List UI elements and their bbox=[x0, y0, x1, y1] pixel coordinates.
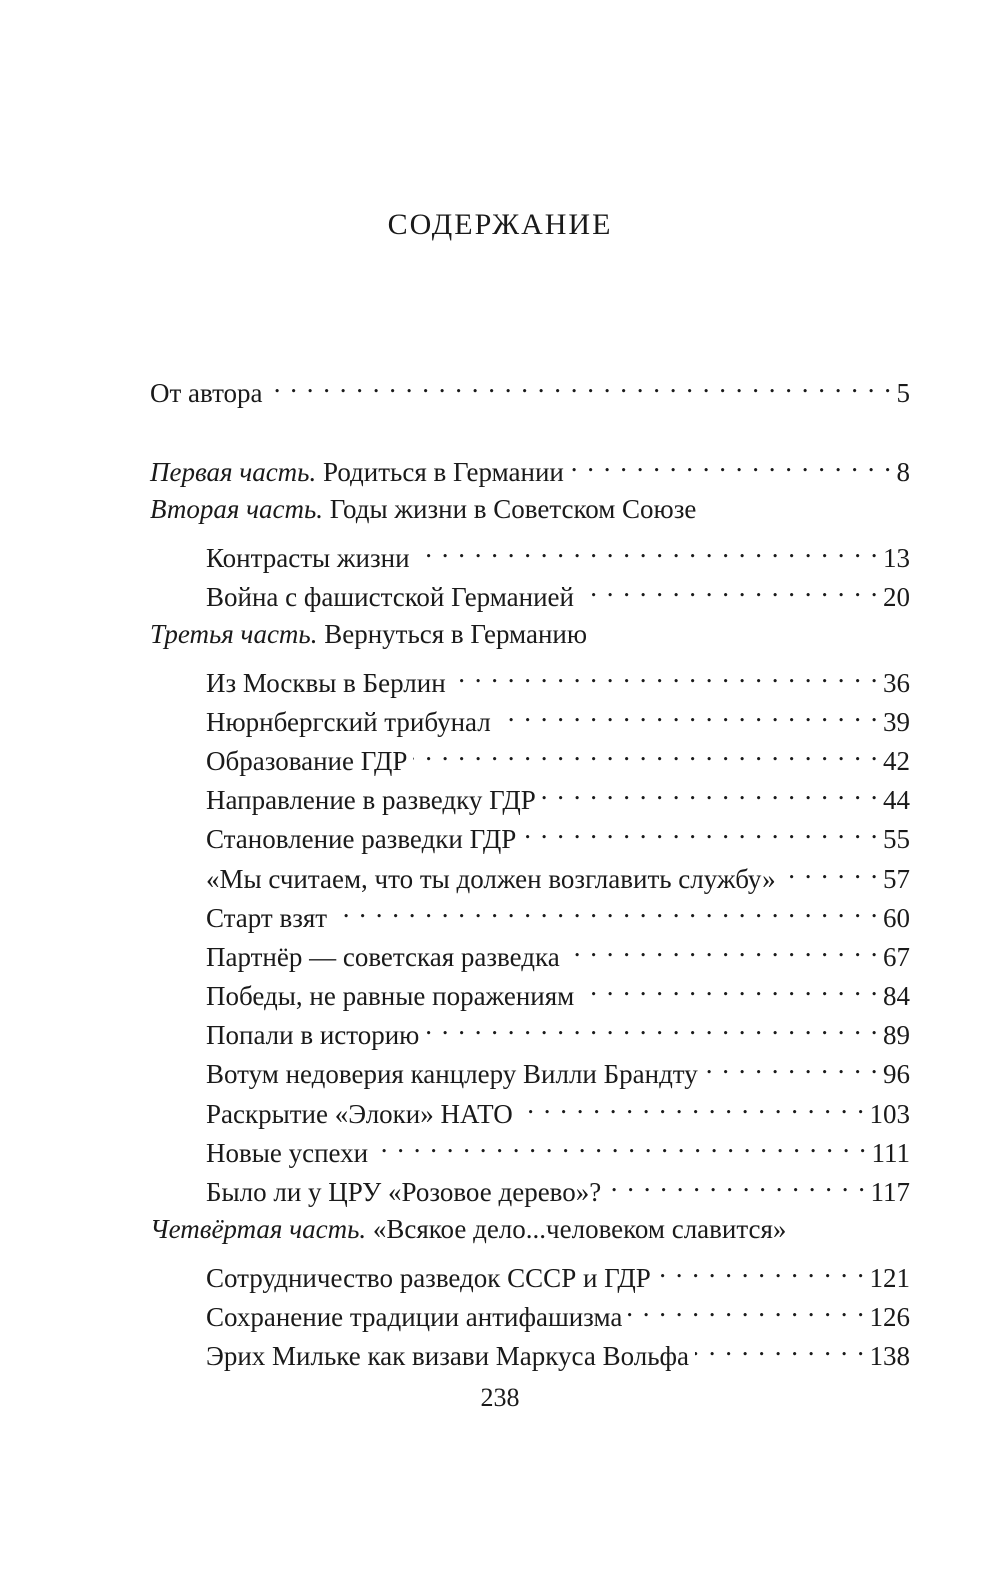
dot-leader bbox=[416, 529, 879, 567]
toc-page-number: 36 bbox=[883, 668, 910, 698]
toc-entry[interactable] bbox=[206, 810, 910, 854]
dot-leader bbox=[628, 1288, 865, 1326]
toc-page-number: 42 bbox=[883, 746, 910, 776]
dot-leader bbox=[607, 1163, 866, 1201]
dot-leader bbox=[425, 1006, 879, 1044]
toc-entry[interactable] bbox=[206, 693, 910, 737]
toc-entry-label: Война с фашистской Германией bbox=[206, 582, 574, 612]
toc-entry[interactable] bbox=[206, 1327, 910, 1371]
dot-leader bbox=[333, 889, 879, 927]
toc-entry-label: Новые успехи bbox=[206, 1138, 369, 1168]
toc-page-number: 57 bbox=[883, 864, 910, 894]
toc-entry-label: Образование ГДР bbox=[206, 746, 408, 776]
toc-page-number: 55 bbox=[883, 824, 910, 854]
toc-entry[interactable] bbox=[206, 1006, 910, 1050]
part-title: Вернуться в Германию bbox=[324, 619, 588, 649]
toc-entry-label: «Мы считаем, что ты должен возглавить службу» bbox=[206, 864, 776, 894]
toc-page-number: 111 bbox=[871, 1138, 910, 1168]
toc-entry[interactable] bbox=[206, 1045, 910, 1089]
toc-entry-label: Эрих Мильке как визави Маркуса Вольфа bbox=[206, 1341, 689, 1371]
toc-entry-label: От автора bbox=[150, 378, 263, 408]
toc-entry-label: Было ли у ЦРУ «Розовое дерево»? bbox=[206, 1177, 602, 1207]
toc-page-number: 117 bbox=[870, 1177, 910, 1207]
toc-entry-label: Победы, не равные поражениям bbox=[206, 981, 575, 1011]
toc-entry[interactable] bbox=[206, 529, 910, 573]
toc-page-number: 20 bbox=[883, 582, 910, 612]
toc-part-heading bbox=[150, 1210, 792, 1248]
part-label: Вторая часть. bbox=[150, 494, 324, 524]
toc-page-number: 60 bbox=[883, 903, 910, 933]
dot-leader bbox=[522, 810, 879, 848]
dot-leader bbox=[497, 693, 879, 731]
toc-entry-label: Сотрудничество разведок СССР и ГДР bbox=[206, 1263, 651, 1293]
part-title: «Всякое дело...человеком славится» bbox=[372, 1214, 787, 1244]
dot-leader bbox=[570, 443, 893, 481]
toc-entry[interactable] bbox=[206, 654, 910, 698]
toc-page-number: 103 bbox=[869, 1099, 910, 1129]
page-number: 238 bbox=[480, 1383, 520, 1412]
toc-page-number: 39 bbox=[883, 707, 910, 737]
toc-entry[interactable] bbox=[206, 1249, 910, 1293]
dot-leader bbox=[566, 928, 879, 966]
page-title: СОДЕРЖАНИЕ bbox=[387, 208, 613, 241]
dot-leader bbox=[695, 1327, 866, 1365]
dot-leader bbox=[782, 850, 879, 888]
toc-page-number: 89 bbox=[883, 1020, 910, 1050]
toc-part-3 bbox=[150, 615, 910, 653]
part-title: Годы жизни в Советском Союзе bbox=[329, 494, 697, 524]
toc-part-2 bbox=[150, 490, 910, 528]
toc-entry[interactable] bbox=[206, 1288, 910, 1332]
toc-entry-label: Из Москвы в Берлин bbox=[206, 668, 446, 698]
toc-page-number: 121 bbox=[869, 1263, 910, 1293]
toc-page-number: 84 bbox=[883, 981, 910, 1011]
toc-entry-label: Становление разведки ГДР bbox=[206, 824, 517, 854]
dot-leader bbox=[542, 771, 879, 809]
part-label: Четвёртая часть. bbox=[150, 1214, 367, 1244]
toc-page-number: 126 bbox=[869, 1302, 910, 1332]
dot-leader bbox=[452, 654, 879, 692]
dot-leader bbox=[580, 967, 879, 1005]
toc-entry-label: Попали в историю bbox=[206, 1020, 420, 1050]
toc-part-heading bbox=[150, 453, 570, 491]
toc-entry[interactable] bbox=[206, 771, 910, 815]
toc-page-number: 44 bbox=[883, 785, 910, 815]
toc-entry-label: Нюрнбергский трибунал bbox=[206, 707, 491, 737]
part-label: Первая часть. bbox=[150, 457, 317, 487]
dot-leader bbox=[657, 1249, 866, 1287]
part-title: Родиться в Германии bbox=[322, 457, 564, 487]
toc-entry[interactable] bbox=[206, 889, 910, 933]
toc-entry[interactable] bbox=[206, 568, 910, 612]
toc-page-number: 96 bbox=[883, 1059, 910, 1089]
toc-part-1[interactable] bbox=[150, 443, 910, 487]
dot-leader bbox=[704, 1045, 879, 1083]
toc-page-number: 67 bbox=[883, 942, 910, 972]
dot-leader bbox=[269, 364, 893, 402]
toc-entry[interactable] bbox=[206, 850, 910, 894]
toc-entry-label: Старт взят bbox=[206, 903, 328, 933]
toc-page-number: 8 bbox=[896, 457, 910, 487]
toc-entry-label: Контрасты жизни bbox=[206, 543, 410, 573]
toc-entry[interactable] bbox=[206, 732, 910, 776]
toc-entry-label: Вотум недоверия канцлеру Вилли Брандту bbox=[206, 1059, 698, 1089]
toc-part-4 bbox=[150, 1210, 910, 1248]
part-label: Третья часть. bbox=[150, 619, 318, 649]
toc-entry[interactable] bbox=[206, 928, 910, 972]
toc-page-number: 5 bbox=[896, 378, 910, 408]
dot-leader bbox=[519, 1085, 866, 1123]
toc-entry-label: Партнёр — советская разведка bbox=[206, 942, 560, 972]
toc-entry-intro[interactable] bbox=[150, 364, 910, 408]
dot-leader bbox=[580, 568, 879, 606]
toc-page-number: 13 bbox=[883, 543, 910, 573]
toc-entry-label: Сохранение традиции антифашизма bbox=[206, 1302, 623, 1332]
toc-entry[interactable] bbox=[206, 1163, 910, 1207]
toc-entry[interactable] bbox=[206, 1124, 910, 1168]
toc-entry[interactable] bbox=[206, 1085, 910, 1129]
dot-leader bbox=[374, 1124, 867, 1162]
toc-entry[interactable] bbox=[206, 967, 910, 1011]
toc-part-heading bbox=[150, 490, 702, 528]
toc-page-number: 138 bbox=[869, 1341, 910, 1371]
toc-entry-label: Раскрытие «Элоки» НАТО bbox=[206, 1099, 513, 1129]
toc-entry-label: Направление в разведку ГДР bbox=[206, 785, 536, 815]
toc-part-heading bbox=[150, 615, 593, 653]
dot-leader bbox=[413, 732, 879, 770]
